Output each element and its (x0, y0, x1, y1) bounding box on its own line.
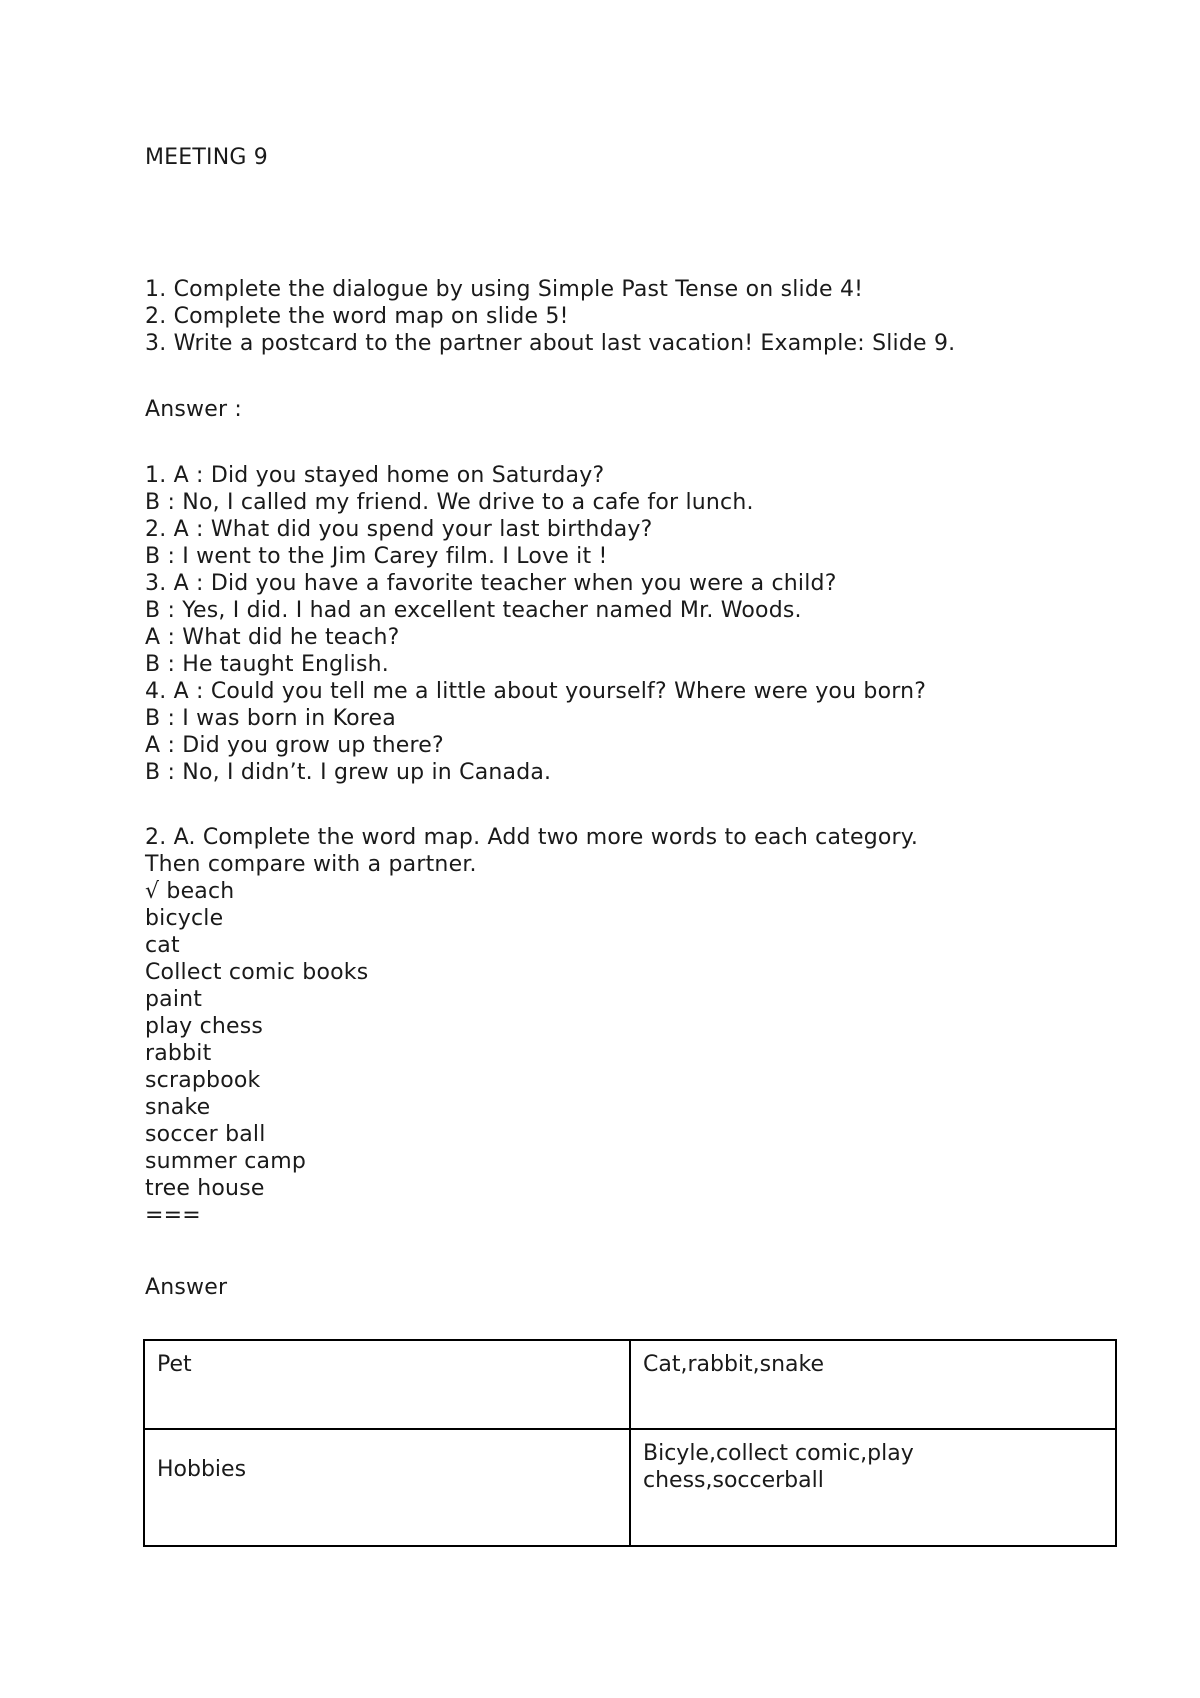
answer-heading (145, 396, 1105, 423)
dialogue-line: 3. A : Did you have a favorite teacher when you were a child? (145, 571, 837, 596)
answer-heading-text: Answer (145, 1275, 228, 1300)
word-list-item: soccer ball (145, 1122, 266, 1147)
dialogue-line: B : Yes, I did. I had an excellent teacher named Mr. Woods. (145, 598, 802, 623)
table-row (144, 1429, 1116, 1546)
dialogue-line: A : Did you grow up there? (145, 733, 444, 758)
dialogue-line: 4. A : Could you tell me a little about yourself? Where were you born? (145, 679, 927, 704)
instruction-line: 3. Write a postcard to the partner about last vacation! Example: Slide 9. (145, 331, 956, 356)
category-label: Hobbies (157, 1457, 247, 1482)
wordmap-section (145, 824, 1105, 1229)
category-words: Bicyle,collect comic,play chess,soccerball (643, 1441, 914, 1493)
words-cell (630, 1340, 1116, 1429)
dialogue-line: B : I was born in Korea (145, 706, 396, 731)
word-list-item: play chess (145, 1014, 264, 1039)
instruction-line: 1. Complete the dialogue by using Simple Past Tense on slide 4! (145, 277, 864, 302)
category-cell (144, 1340, 630, 1429)
word-list-item: scrapbook (145, 1068, 261, 1093)
category-label: Pet (157, 1352, 192, 1377)
word-list-item: bicycle (145, 906, 224, 931)
dialogue-line: B : No, I didn’t. I grew up in Canada. (145, 760, 552, 785)
dialogue-line: 2. A : What did you spend your last birthday? (145, 517, 653, 542)
word-list-item: √ beach (145, 879, 235, 904)
answer-heading-text: Answer : (145, 397, 243, 422)
word-list-item: paint (145, 987, 203, 1012)
page-title (145, 144, 1105, 171)
dialogue-line: B : No, I called my friend. We drive to a cafe for lunch. (145, 490, 754, 515)
dialogue-answers (145, 462, 1105, 786)
dialogue-line: A : What did he teach? (145, 625, 400, 650)
dialogue-line: 1. A : Did you stayed home on Saturday? (145, 463, 605, 488)
wordmap-heading-line: Then compare with a partner. (145, 852, 477, 877)
wordmap-heading-line: 2. A. Complete the word map. Add two more words to each category. (145, 825, 919, 850)
answer-heading (145, 1274, 1105, 1301)
word-list-item: snake (145, 1095, 211, 1120)
category-cell (144, 1429, 630, 1546)
word-list-item: rabbit (145, 1041, 212, 1066)
title-text: MEETING 9 (145, 145, 269, 170)
word-list-item: summer camp (145, 1149, 307, 1174)
word-list-separator: === (145, 1203, 201, 1228)
category-words: Cat,rabbit,snake (643, 1352, 825, 1377)
dialogue-line: B : I went to the Jim Carey film. I Love it ! (145, 544, 608, 569)
table-row (144, 1340, 1116, 1429)
instruction-line: 2. Complete the word map on slide 5! (145, 304, 569, 329)
instructions-list (145, 276, 1105, 357)
word-list-item: Collect comic books (145, 960, 369, 985)
words-cell (630, 1429, 1116, 1546)
dialogue-line: B : He taught English. (145, 652, 389, 677)
word-list-item: tree house (145, 1176, 265, 1201)
word-list-item: cat (145, 933, 180, 958)
word-map-answer-table (143, 1339, 1117, 1547)
